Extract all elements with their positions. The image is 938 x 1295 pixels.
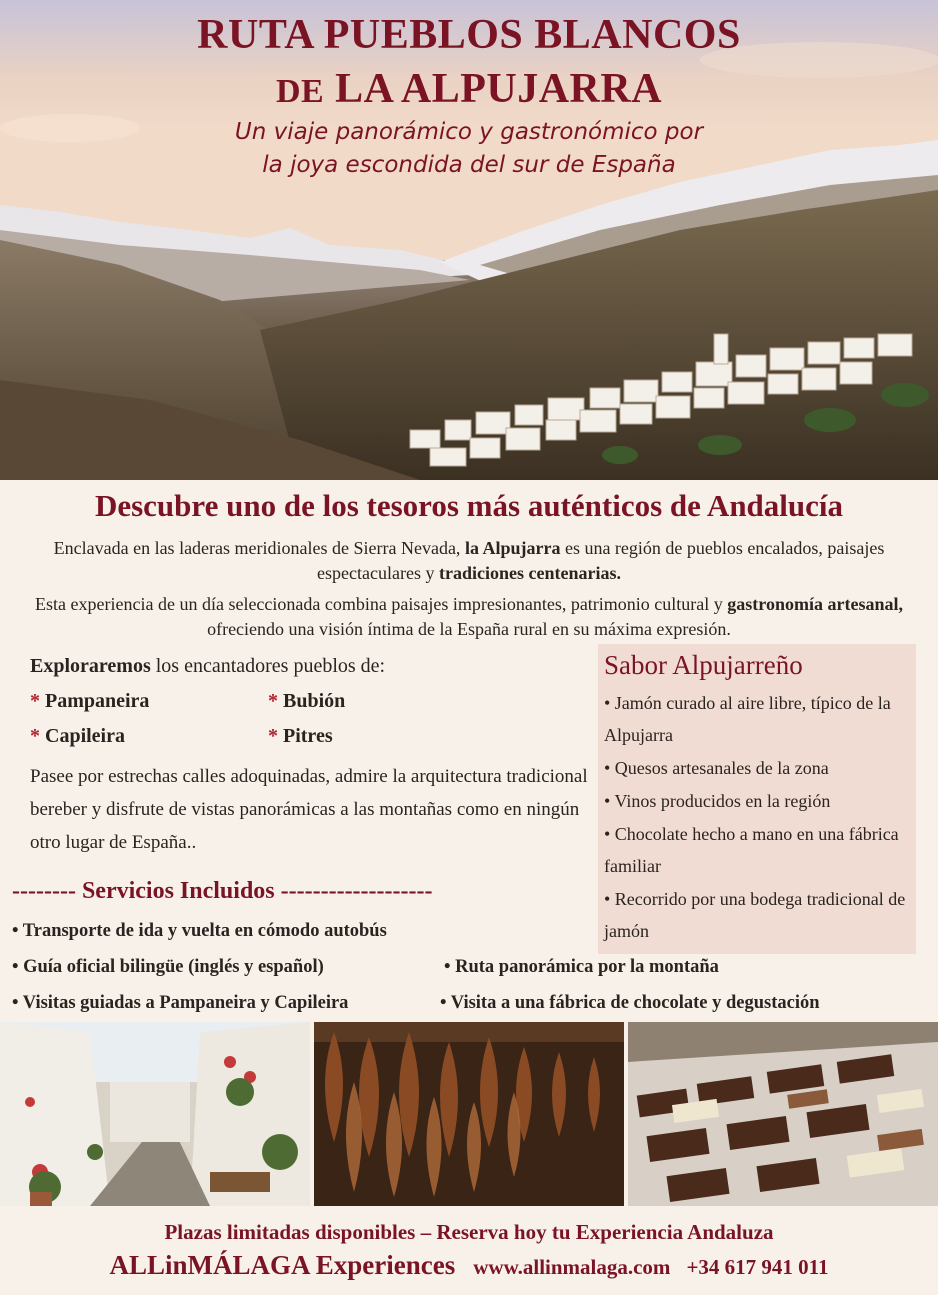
subtitle-line-2: la joya escondida del sur de España <box>262 152 676 178</box>
intro-p2-b: gastronomía artesanal, <box>727 594 903 614</box>
sabor-box <box>598 644 916 954</box>
service-item: • Guía oficial bilingüe (inglés y español) <box>12 957 324 977</box>
service-item: • Transporte de ida y vuelta en cómodo autobús <box>12 921 387 941</box>
intro-p1-d: tradiciones centenarias. <box>438 563 621 583</box>
service-item: • Visitas guiadas a Pampaneira y Capileira <box>12 993 349 1013</box>
ham-cellar-photo <box>314 1022 624 1206</box>
page-title <box>0 8 938 119</box>
photo-strip <box>0 1022 938 1206</box>
intro-p2-a: Esta experiencia de un día seleccionada combina paisajes impresionantes, patrimonio cultural y <box>35 594 728 614</box>
star-icon: * <box>268 725 278 747</box>
title-line-1: RUTA PUEBLOS BLANCOS <box>197 12 741 58</box>
intro-text <box>6 536 932 642</box>
service-item: • Ruta panorámica por la montaña <box>444 957 719 977</box>
town-item <box>30 725 268 748</box>
town-item <box>268 690 508 713</box>
service-item: • Visita a una fábrica de chocolate y degustación <box>440 993 820 1013</box>
town-list <box>30 690 590 748</box>
intro-p1-c: es una región de pueblos encalados, paisajes espectaculares y <box>317 538 885 583</box>
town-item <box>30 690 268 713</box>
star-icon: * <box>30 690 40 712</box>
town-item <box>268 725 508 748</box>
title-alpujarra: LA ALPUJARRA <box>335 66 663 112</box>
town-name: Bubión <box>283 690 346 712</box>
explore-lead-bold: Exploraremos <box>30 655 151 677</box>
explore-description: Pasee por estrechas calles adoquinadas, admire la arquitectura tradicional bereber y disfrute de vistas panorámicas a las montañas como en ningún otro lugar de España.. <box>30 766 588 853</box>
star-icon: * <box>30 725 40 747</box>
title-line-2 <box>0 62 938 119</box>
subtitle <box>0 116 938 182</box>
town-name: Pampaneira <box>45 690 150 712</box>
explore-section <box>30 652 590 859</box>
sabor-item: • Jamón curado al aire libre, típico de la Alpujarra <box>604 693 891 745</box>
sabor-item: • Vinos producidos en la región <box>604 791 831 811</box>
intro-p1-b: la Alpujarra <box>464 538 561 558</box>
intro-p1-a: Enclavada en las laderas meridionales de Sierra Nevada, <box>53 538 465 558</box>
services-title: -------- Servicios Incluidos ------------------- <box>12 878 433 904</box>
town-name: Capileira <box>45 725 125 747</box>
explore-lead <box>30 652 590 680</box>
explore-lead-rest: los encantadores pueblos de: <box>150 655 386 677</box>
sabor-item: • Chocolate hecho a mano en una fábrica familiar <box>604 824 899 876</box>
sabor-item: • Recorrido por una bodega tradicional de jamón <box>604 889 906 941</box>
footer-cta: Plazas limitadas disponibles – Reserva hoy tu Experiencia Andaluza <box>164 1220 774 1244</box>
brand-name: ALLinMÁLAGA Experiences <box>109 1250 456 1280</box>
sabor-title: Sabor Alpujarreño <box>604 650 803 680</box>
hero-image <box>0 0 938 480</box>
intro-p2-c: ofreciendo una visión íntima de la España rural en su máxima expresión. <box>207 619 731 639</box>
section-headline: Descubre uno de los tesoros más auténticos de Andalucía <box>94 488 844 523</box>
footer-contact <box>0 1250 938 1281</box>
phone-number[interactable]: +34 617 941 011 <box>686 1255 829 1279</box>
sabor-list <box>604 687 910 947</box>
village-street-photo <box>0 1022 310 1206</box>
intro-paragraph-2 <box>6 592 932 642</box>
chocolate-display-photo <box>628 1022 938 1206</box>
sabor-item: • Quesos artesanales de la zona <box>604 758 829 778</box>
intro-paragraph-1 <box>6 536 932 586</box>
title-de: DE <box>275 73 325 110</box>
subtitle-line-1: Un viaje panorámico y gastronómico por <box>234 119 704 145</box>
star-icon: * <box>268 690 278 712</box>
town-name: Pitres <box>283 725 333 747</box>
website-link[interactable]: www.allinmalaga.com <box>473 1255 671 1279</box>
